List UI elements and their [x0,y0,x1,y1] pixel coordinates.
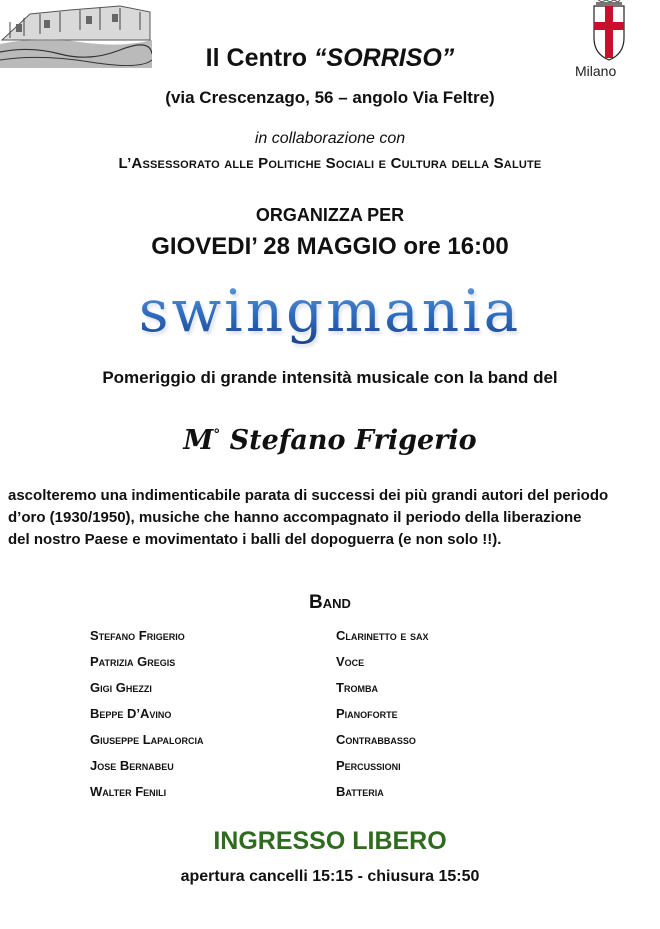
title-center-name: “SORRISO” [314,44,455,72]
description-line: ascolteremo una indimenticabile parata di successi dei più grandi autori del periodo [8,487,609,504]
member-role: Batteria [336,784,384,799]
member-role: Pianoforte [336,706,398,721]
member-name: Beppe D’Avino [90,706,172,721]
leader-degree: ° [213,427,221,443]
leader-name: Stefano Frigerio [229,425,477,456]
band-leader [0,425,660,456]
event-date: GIOVEDI’ 28 MAGGIO ore 16:00 [151,233,509,260]
member-role: Clarinetto e sax [336,628,429,643]
organizza-text: ORGANIZZA PER [255,205,405,225]
member-name: Gigi Ghezzi [90,680,152,695]
collaboration-text: in collaborazione con [254,130,406,147]
description-line: del nostro Paese e movimentato i balli del dopoguerra (e non solo !!). [8,531,502,548]
member-name: Walter Fenili [90,784,167,799]
assessorato-text: L’Assessorato alle Politiche Sociali e Cultura della Salute [118,155,542,172]
event-subtitle: Pomeriggio di grande intensità musicale con la band del [102,368,558,387]
band-title: Band [309,592,351,613]
member-name: Stefano Frigerio [90,628,185,643]
city-label: Milano [575,63,617,79]
event-name-banner [0,276,660,346]
leader-prefix: M [183,425,214,456]
opening-hours-text: apertura cancelli 15:15 - chiusura 15:50 [180,868,480,885]
member-name: Giuseppe Lapalorcia [90,732,204,747]
event-name: swingmania [138,277,522,345]
page-title [0,44,660,73]
member-role: Tromba [336,680,378,695]
member-role: Voce [336,654,365,669]
address: (via Crescenzago, 56 – angolo Via Feltre) [165,88,495,107]
free-entry-text: INGRESSO LIBERO [213,827,447,855]
title-prefix: Il Centro [205,44,315,72]
member-role: Contrabbasso [336,732,416,747]
event-description [8,485,652,551]
description-line: d’oro (1930/1950), musiche che hanno accompagnato il periodo della liberazione [8,509,582,526]
member-name: Patrizia Gregis [90,654,176,669]
member-name: Jose Bernabeu [90,758,174,773]
member-role: Percussioni [336,758,401,773]
